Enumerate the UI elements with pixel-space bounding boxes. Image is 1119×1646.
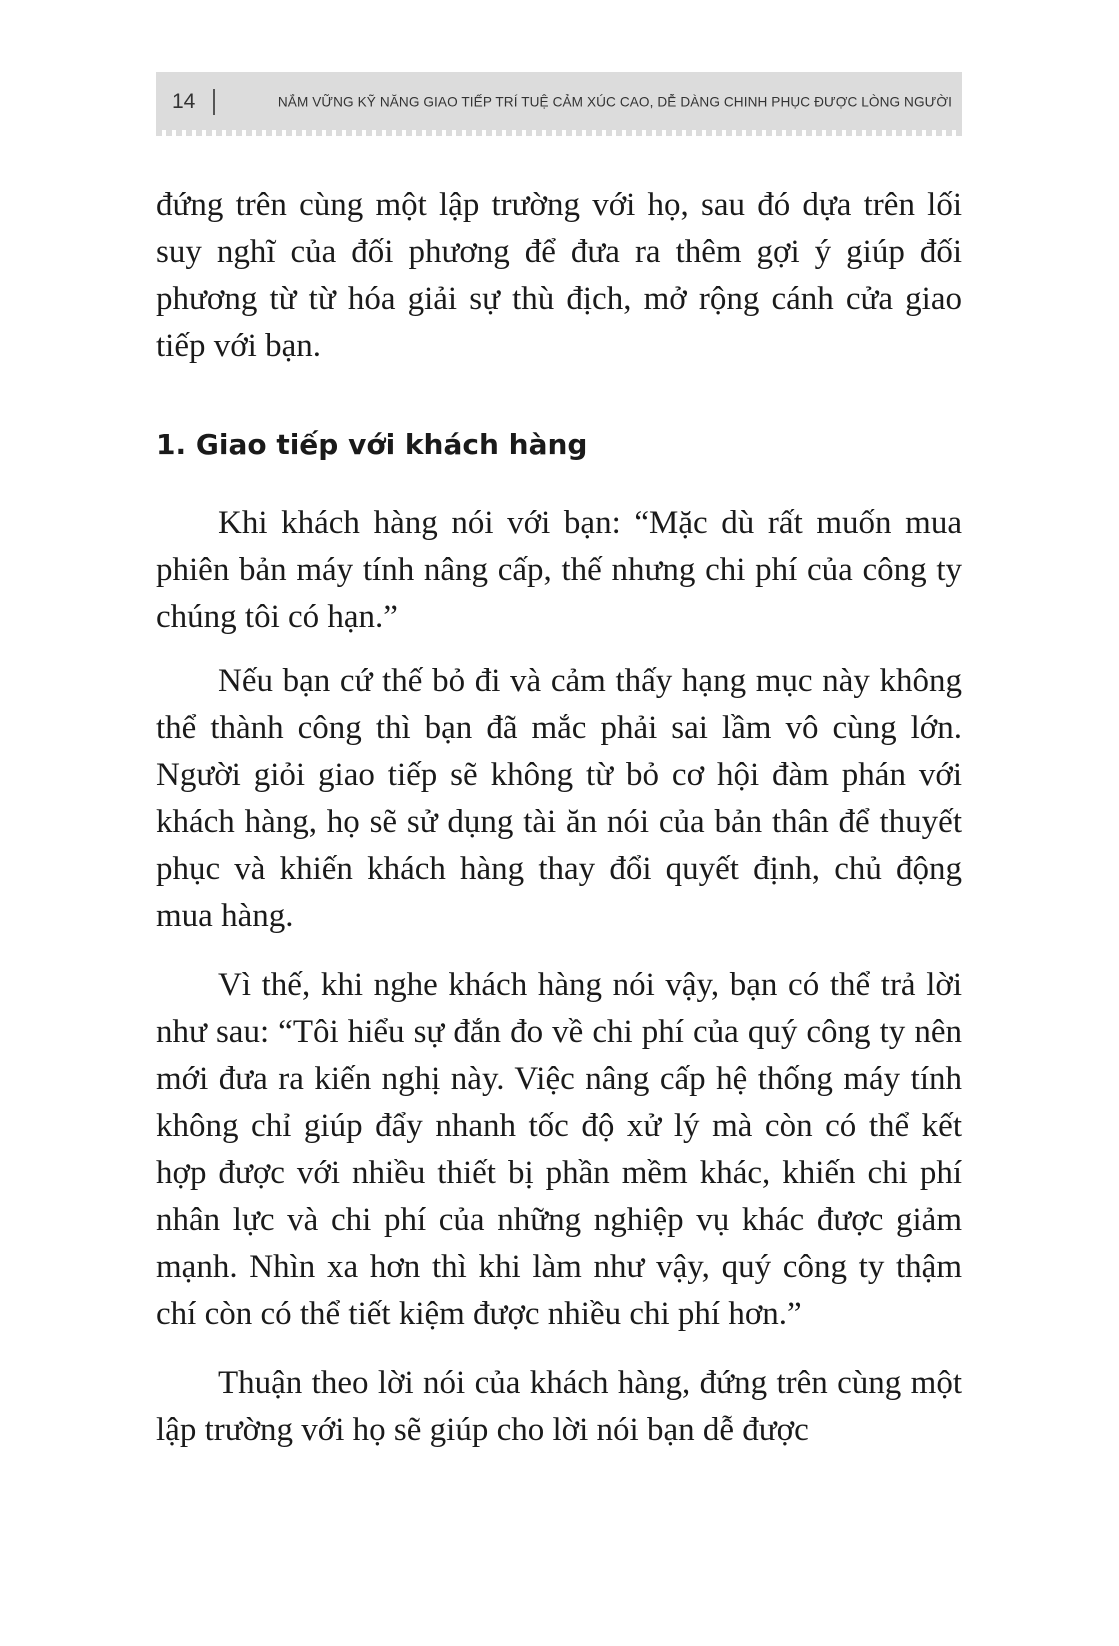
running-title: NẮM VỮNG KỸ NĂNG GIAO TIẾP TRÍ TUỆ CẢM XÚC CAO, DỄ DÀNG CHINH PHỤC ĐƯỢC LÒNG NGƯỜI <box>277 94 952 110</box>
paragraph-continued: đứng trên cùng một lập trường với họ, sau đó dựa trên lối suy nghĩ của đối phương để đưa ra thêm gợi ý giúp đối phương từ từ hóa giải sự thù địch, mở rộng cánh cửa giao tiếp với bạn. <box>156 187 962 364</box>
page-number: 14 <box>172 90 196 113</box>
paragraph: Thuận theo lời nói của khách hàng, đứng trên cùng một lập trường với họ sẽ giúp cho lời nói bạn dễ được <box>156 1365 962 1448</box>
paragraph: Nếu bạn cứ thế bỏ đi và cảm thấy hạng mục này không thể thành công thì bạn đã mắc phải sai lầm vô cùng lớn. Người giỏi giao tiếp sẽ không từ bỏ cơ hội đàm phán với khách hàng, họ sẽ sử dụng tài ăn nói của bản thân để thuyết phục và khiến khách hàng thay đổi quyết định, chủ động mua hàng. <box>156 663 962 934</box>
paragraph: Khi khách hàng nói với bạn: “Mặc dù rất muốn mua phiên bản máy tính nâng cấp, thế nhưng chi phí của công ty chúng tôi có hạn.” <box>156 505 962 635</box>
section-heading: 1. Giao tiếp với khách hàng <box>156 428 588 461</box>
header-divider <box>213 89 215 115</box>
page-header <box>156 72 962 132</box>
paragraph: Vì thế, khi nghe khách hàng nói vậy, bạn có thể trả lời như sau: “Tôi hiểu sự đắn đo về chi phí của quý công ty nên mới đưa ra kiến nghị này. Việc nâng cấp hệ thống máy tính không chỉ giúp đẩy nhanh tốc độ xử lý mà còn có thể kết hợp được với nhiều thiết bị phần mềm khác, khiến chi phí nhân lực và chi phí của những nghiệp vụ khác được giảm mạnh. Nhìn xa hơn thì khi làm như vậy, quý công ty thậm chí còn có thể tiết kiệm được nhiều chi phí hơn.” <box>156 967 962 1332</box>
